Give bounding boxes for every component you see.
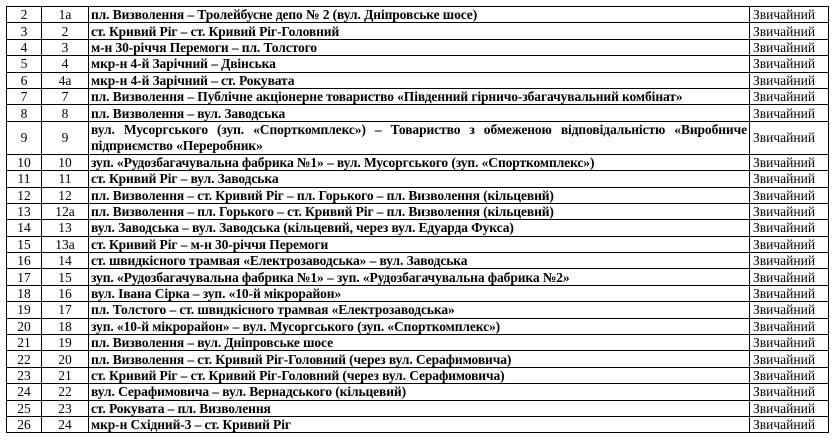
route-path-cell: мкр-н Східний-3 – ст. Кривий Ріг bbox=[89, 416, 750, 432]
table-row bbox=[7, 23, 829, 39]
route-number-cell: 14 bbox=[42, 253, 89, 269]
route-number-cell: 16 bbox=[42, 285, 89, 301]
route-number-cell: 1а bbox=[42, 7, 89, 23]
route-type-cell: Звичайний bbox=[750, 121, 829, 154]
route-path-cell: зуп. «Рудозбагачувальна фабрика №1» – вул. Мусоргського (зуп. «Спорткомплекс») bbox=[89, 154, 750, 170]
route-type-cell: Звичайний bbox=[750, 220, 829, 236]
route-path-cell: зуп. «10-й мікрорайон» – вул. Мусоргського (зуп. «Спорткомплекс») bbox=[89, 318, 750, 334]
route-type-cell: Звичайний bbox=[750, 105, 829, 121]
route-path-cell: пл. Визволення – Тролейбусне депо № 2 (вул. Дніпровське шосе) bbox=[89, 7, 750, 23]
row-number-cell: 11 bbox=[7, 171, 42, 187]
row-number-cell: 8 bbox=[7, 105, 42, 121]
row-number-cell: 21 bbox=[7, 335, 42, 351]
route-number-cell: 13а bbox=[42, 236, 89, 252]
row-number-cell: 13 bbox=[7, 203, 42, 219]
route-path-cell: пл. Визволення – ст. Кривий Ріг-Головний (через вул. Серафимовича) bbox=[89, 351, 750, 367]
route-path-cell: ст. швидкісного трамвая «Електрозаводська» – вул. Заводська bbox=[89, 253, 750, 269]
route-type-cell: Звичайний bbox=[750, 23, 829, 39]
table-row bbox=[7, 367, 829, 383]
table-row bbox=[7, 285, 829, 301]
route-type-cell: Звичайний bbox=[750, 367, 829, 383]
route-path-cell: ст. Кривий Ріг – м-н 30-річчя Перемоги bbox=[89, 236, 750, 252]
table-row bbox=[7, 236, 829, 252]
row-number-cell: 17 bbox=[7, 269, 42, 285]
table-row bbox=[7, 56, 829, 72]
table-row bbox=[7, 187, 829, 203]
route-path-cell: пл. Визволення – вул. Заводська bbox=[89, 105, 750, 121]
route-path-cell: пл. Визволення – ст. Кривий Ріг – пл. Горького – пл. Визволення (кільцевий) bbox=[89, 187, 750, 203]
route-type-cell: Звичайний bbox=[750, 302, 829, 318]
route-number-cell: 8 bbox=[42, 105, 89, 121]
route-type-cell: Звичайний bbox=[750, 236, 829, 252]
row-number-cell: 25 bbox=[7, 400, 42, 416]
route-path-cell: вул. Мусоргського (зуп. «Спорткомплекс») – Товариство з обмеженою відповідальністю «Виробниче підприємство «Переробник» bbox=[89, 121, 750, 154]
table-row bbox=[7, 171, 829, 187]
table-row bbox=[7, 39, 829, 55]
route-path-cell: пл. Визволення – Публічне акціонерне товариство «Південний гірничо-збагачувальний комбінат» bbox=[89, 88, 750, 104]
route-type-cell: Звичайний bbox=[750, 253, 829, 269]
table-row bbox=[7, 335, 829, 351]
row-number-cell: 3 bbox=[7, 23, 42, 39]
route-type-cell: Звичайний bbox=[750, 203, 829, 219]
row-number-cell: 18 bbox=[7, 285, 42, 301]
table-row bbox=[7, 253, 829, 269]
route-type-cell: Звичайний bbox=[750, 88, 829, 104]
row-number-cell: 5 bbox=[7, 56, 42, 72]
route-number-cell: 22 bbox=[42, 384, 89, 400]
route-number-cell: 18 bbox=[42, 318, 89, 334]
route-number-cell: 19 bbox=[42, 335, 89, 351]
route-type-cell: Звичайний bbox=[750, 318, 829, 334]
route-type-cell: Звичайний bbox=[750, 154, 829, 170]
route-number-cell: 15 bbox=[42, 269, 89, 285]
route-number-cell: 21 bbox=[42, 367, 89, 383]
route-number-cell: 12а bbox=[42, 203, 89, 219]
row-number-cell: 24 bbox=[7, 384, 42, 400]
route-number-cell: 2 bbox=[42, 23, 89, 39]
row-number-cell: 26 bbox=[7, 416, 42, 432]
table-row bbox=[7, 88, 829, 104]
table-row bbox=[7, 302, 829, 318]
table-row bbox=[7, 318, 829, 334]
route-number-cell: 3 bbox=[42, 39, 89, 55]
table-row bbox=[7, 269, 829, 285]
route-path-cell: вул. Серафимовича – вул. Вернадського (кільцевий) bbox=[89, 384, 750, 400]
table-row bbox=[7, 105, 829, 121]
route-type-cell: Звичайний bbox=[750, 269, 829, 285]
route-path-cell: мкр-н 4-й Зарічний – ст. Рокувата bbox=[89, 72, 750, 88]
route-path-cell: ст. Кривий Ріг – вул. Заводська bbox=[89, 171, 750, 187]
route-path-cell: ст. Кривий Ріг – ст. Кривий Ріг-Головний bbox=[89, 23, 750, 39]
route-type-cell: Звичайний bbox=[750, 285, 829, 301]
route-number-cell: 9 bbox=[42, 121, 89, 154]
route-path-cell: вул. Івана Сірка – зуп. «10-й мікрорайон» bbox=[89, 285, 750, 301]
route-type-cell: Звичайний bbox=[750, 400, 829, 416]
route-type-cell: Звичайний bbox=[750, 72, 829, 88]
row-number-cell: 15 bbox=[7, 236, 42, 252]
route-number-cell: 4а bbox=[42, 72, 89, 88]
row-number-cell: 2 bbox=[7, 7, 42, 23]
route-path-cell: пл. Визволення – вул. Дніпровське шосе bbox=[89, 335, 750, 351]
route-number-cell: 12 bbox=[42, 187, 89, 203]
route-number-cell: 13 bbox=[42, 220, 89, 236]
route-number-cell: 7 bbox=[42, 88, 89, 104]
route-type-cell: Звичайний bbox=[750, 171, 829, 187]
route-path-cell: зуп. «Рудозбагачувальна фабрика №1» – зуп. «Рудозбагачувальна фабрика №2» bbox=[89, 269, 750, 285]
row-number-cell: 4 bbox=[7, 39, 42, 55]
row-number-cell: 12 bbox=[7, 187, 42, 203]
route-type-cell: Звичайний bbox=[750, 7, 829, 23]
row-number-cell: 14 bbox=[7, 220, 42, 236]
route-path-cell: вул. Заводська – вул. Заводська (кільцевий, через вул. Едуарда Фукса) bbox=[89, 220, 750, 236]
route-path-cell: м-н 30-річчя Перемоги – пл. Толстого bbox=[89, 39, 750, 55]
table-row bbox=[7, 154, 829, 170]
route-type-cell: Звичайний bbox=[750, 39, 829, 55]
route-path-cell: пл. Визволення – пл. Горького – ст. Кривий Ріг – пл. Визволення (кільцевий) bbox=[89, 203, 750, 219]
table-row bbox=[7, 416, 829, 432]
route-number-cell: 10 bbox=[42, 154, 89, 170]
route-path-cell: ст. Кривий Ріг – ст. Кривий Ріг-Головний (через вул. Серафимовича) bbox=[89, 367, 750, 383]
route-type-cell: Звичайний bbox=[750, 56, 829, 72]
route-type-cell: Звичайний bbox=[750, 187, 829, 203]
row-number-cell: 22 bbox=[7, 351, 42, 367]
route-type-cell: Звичайний bbox=[750, 351, 829, 367]
route-path-cell: ст. Рокувата – пл. Визволення bbox=[89, 400, 750, 416]
row-number-cell: 9 bbox=[7, 121, 42, 154]
row-number-cell: 6 bbox=[7, 72, 42, 88]
row-number-cell: 23 bbox=[7, 367, 42, 383]
row-number-cell: 16 bbox=[7, 253, 42, 269]
table-row bbox=[7, 220, 829, 236]
table-row bbox=[7, 72, 829, 88]
table-row bbox=[7, 121, 829, 154]
row-number-cell: 7 bbox=[7, 88, 42, 104]
table-row bbox=[7, 7, 829, 23]
route-number-cell: 23 bbox=[42, 400, 89, 416]
route-number-cell: 20 bbox=[42, 351, 89, 367]
row-number-cell: 19 bbox=[7, 302, 42, 318]
route-number-cell: 11 bbox=[42, 171, 89, 187]
route-type-cell: Звичайний bbox=[750, 384, 829, 400]
route-path-cell: мкр-н 4-й Зарічний – Двінська bbox=[89, 56, 750, 72]
route-number-cell: 17 bbox=[42, 302, 89, 318]
table-row bbox=[7, 384, 829, 400]
row-number-cell: 20 bbox=[7, 318, 42, 334]
route-path-cell: пл. Толстого – ст. швидкісного трамвая «Електрозаводська» bbox=[89, 302, 750, 318]
route-number-cell: 24 bbox=[42, 416, 89, 432]
table-row bbox=[7, 203, 829, 219]
table-row bbox=[7, 400, 829, 416]
row-number-cell: 10 bbox=[7, 154, 42, 170]
routes-table bbox=[6, 6, 829, 433]
routes-table-body bbox=[7, 7, 829, 433]
table-row bbox=[7, 351, 829, 367]
route-type-cell: Звичайний bbox=[750, 335, 829, 351]
route-number-cell: 4 bbox=[42, 56, 89, 72]
route-type-cell: Звичайний bbox=[750, 416, 829, 432]
